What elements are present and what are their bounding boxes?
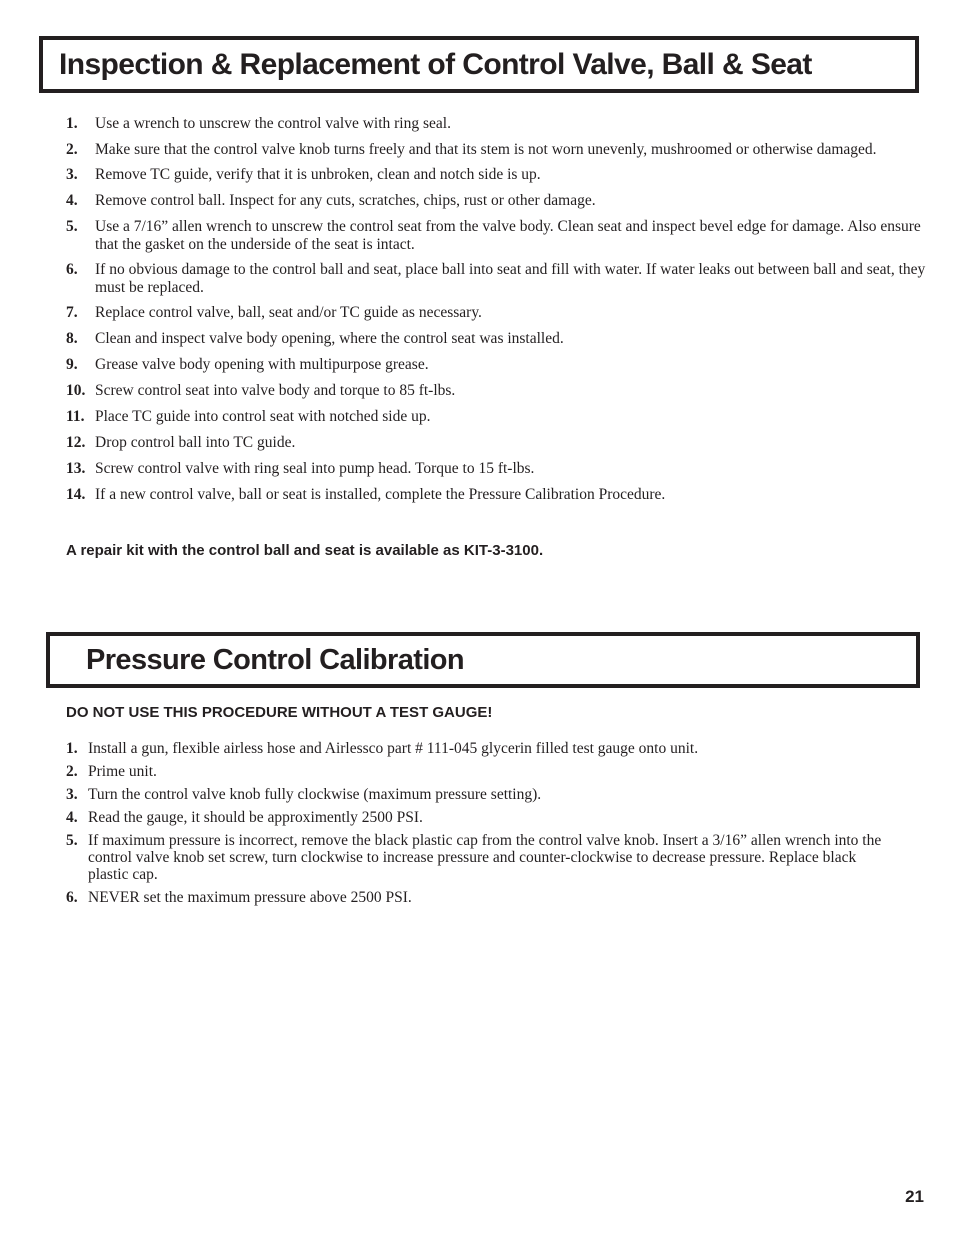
page-number: 21: [905, 1187, 924, 1206]
list-item: [66, 115, 928, 133]
list-item: [66, 832, 896, 883]
repair-kit-note: A repair kit with the control ball and seat is available as KIT-3-3100.: [66, 542, 544, 559]
step-text: NEVER set the maximum pressure above 2500 PSI.: [88, 889, 412, 906]
list-item: [66, 356, 928, 374]
step-text: Screw control seat into valve body and torque to 85 ft-lbs.: [95, 382, 456, 399]
list-item: [66, 460, 928, 478]
step-number: 9.: [66, 356, 78, 373]
section-title: Pressure Control Calibration: [86, 644, 464, 676]
list-item: [66, 434, 928, 452]
step-text: Make sure that the control valve knob turns freely and that its stem is not worn unevenly, mushroomed or otherwise damaged.: [95, 141, 877, 158]
step-number: 8.: [66, 330, 78, 347]
list-item: [66, 889, 896, 906]
list-item: [66, 382, 928, 400]
step-number: 4.: [66, 809, 78, 826]
list-item: [66, 261, 928, 297]
list-item: [66, 486, 928, 504]
list-item: [66, 740, 896, 757]
step-text: Clean and inspect valve body opening, where the control seat was installed.: [95, 330, 564, 347]
step-number: 11.: [66, 408, 85, 425]
list-item: [66, 166, 928, 184]
step-text: Replace control valve, ball, seat and/or TC guide as necessary.: [95, 304, 482, 321]
step-number: 5.: [66, 832, 78, 849]
step-number: 6.: [66, 889, 78, 906]
step-number: 14.: [66, 486, 86, 503]
step-number: 1.: [66, 115, 78, 132]
step-number: 13.: [66, 460, 86, 477]
step-number: 4.: [66, 192, 78, 209]
step-text: Grease valve body opening with multipurpose grease.: [95, 356, 429, 373]
step-text: Use a 7/16” allen wrench to unscrew the control seat from the valve body. Clean seat and inspect bevel edge for damage. Also ensure that the gasket on the underside of the seat is intact.: [95, 218, 921, 253]
list-item: [66, 141, 928, 159]
list-item: [66, 786, 896, 803]
list-item: [66, 763, 896, 780]
step-number: 2.: [66, 141, 78, 158]
list-item: [66, 809, 896, 826]
step-text: Install a gun, flexible airless hose and Airlessco part # 111-045 glycerin filled test gauge onto unit.: [88, 740, 699, 757]
step-number: 10.: [66, 382, 86, 399]
step-text: Turn the control valve knob fully clockwise (maximum pressure setting).: [88, 786, 542, 803]
step-text: If maximum pressure is incorrect, remove the black plastic cap from the control valve knob. Insert a 3/16” allen wrench into the control valve knob set screw, turn clockwise to increase pressure and counter-clockwise to decrease pressure. Replace black plastic cap.: [88, 832, 882, 883]
step-text: Remove control ball. Inspect for any cuts, scratches, chips, rust or other damage.: [95, 192, 596, 209]
calibration-steps-list: [66, 740, 896, 912]
list-item: [66, 408, 928, 426]
step-number: 3.: [66, 786, 78, 803]
inspection-steps-list: [66, 115, 928, 512]
warning-text: DO NOT USE THIS PROCEDURE WITHOUT A TEST GAUGE!: [66, 704, 493, 721]
step-text: Prime unit.: [88, 763, 157, 780]
step-text: Remove TC guide, verify that it is unbroken, clean and notch side is up.: [95, 166, 541, 183]
step-text: Screw control valve with ring seal into pump head. Torque to 15 ft-lbs.: [95, 460, 535, 477]
section-title: Inspection & Replacement of Control Valve, Ball & Seat: [59, 48, 812, 81]
list-item: [66, 218, 928, 254]
step-text: If no obvious damage to the control ball and seat, place ball into seat and fill with water. If water leaks out between ball and seat, they must be replaced.: [95, 261, 926, 296]
step-text: Use a wrench to unscrew the control valve with ring seal.: [95, 115, 451, 132]
step-number: 12.: [66, 434, 86, 451]
step-text: Drop control ball into TC guide.: [95, 434, 296, 451]
list-item: [66, 304, 928, 322]
step-number: 2.: [66, 763, 78, 780]
step-text: Place TC guide into control seat with notched side up.: [95, 408, 431, 425]
section-header-calibration: [46, 632, 920, 688]
step-number: 1.: [66, 740, 78, 757]
step-text: Read the gauge, it should be approximently 2500 PSI.: [88, 809, 423, 826]
step-number: 5.: [66, 218, 78, 235]
step-text: If a new control valve, ball or seat is installed, complete the Pressure Calibration Procedure.: [95, 486, 666, 503]
section-header-inspection: [39, 36, 919, 93]
step-number: 7.: [66, 304, 78, 321]
step-number: 3.: [66, 166, 78, 183]
step-number: 6.: [66, 261, 78, 278]
list-item: [66, 330, 928, 348]
list-item: [66, 192, 928, 210]
